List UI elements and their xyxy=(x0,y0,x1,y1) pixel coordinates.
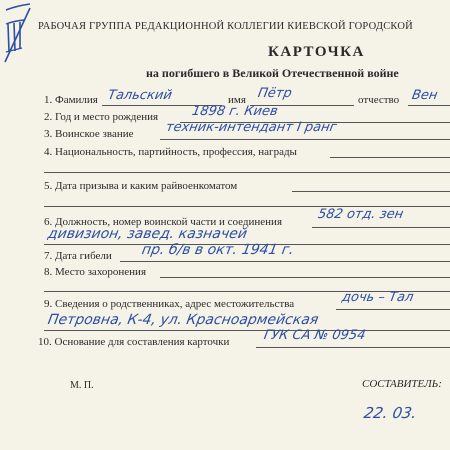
nationality-line xyxy=(330,157,450,158)
patronymic-line xyxy=(408,105,450,106)
patronymic-value: Вен xyxy=(410,88,439,103)
field-5-label: 5. Дата призыва и каким райвоенкоматом xyxy=(44,180,238,192)
field-7-label: 7. Дата гибели xyxy=(44,250,112,262)
unit-value: 582 отд. зен xyxy=(316,207,405,222)
birth-value: 1898 г. Киев xyxy=(190,104,279,119)
rank-line xyxy=(160,139,450,140)
group-header: РАБОЧАЯ ГРУППА РЕДАКЦИОННОЙ КОЛЛЕГИИ КИЕВСКОЙ ГОРОДСКОЙ xyxy=(38,21,413,32)
compile-date-value: 22. 03. xyxy=(362,404,419,422)
death-date-value: пр. б/в в окт. 1941 г. xyxy=(140,242,296,258)
field-10-label: 10. Основание для составления карточки xyxy=(38,336,230,348)
field-4-label: 4. Национальность, партийность, профессия, награды xyxy=(44,146,297,158)
rank-value: техник-интендант I ранг xyxy=(164,120,338,135)
basis-value: ГУК СА № 0954 xyxy=(262,328,367,343)
relatives-line xyxy=(336,309,450,310)
nationality-line-2 xyxy=(44,172,450,173)
field-6-label: 6. Должность, номер воинской части и соединения xyxy=(44,216,282,228)
field-3-label: 3. Воинское звание xyxy=(44,128,134,140)
death-date-line xyxy=(120,261,450,262)
draft-line xyxy=(292,191,450,192)
field-1-label: 1. Фамилия xyxy=(44,94,98,106)
corner-mark xyxy=(2,2,36,64)
card-subtitle: на погибшего в Великой Отечественной войне xyxy=(146,66,399,80)
name-label: имя xyxy=(228,94,246,106)
field-8-label: 8. Место захоронения xyxy=(44,266,146,278)
relatives-line-2 xyxy=(44,330,450,331)
basis-line xyxy=(256,347,450,348)
relatives-value-2: Петровна, К-4, ул. Красноармейская xyxy=(46,312,320,328)
stamp-place-label: М. П. xyxy=(70,380,94,391)
field-2-label: 2. Год и место рождения xyxy=(44,111,159,123)
surname-value: Тальский xyxy=(106,88,174,103)
field-9-label: 9. Сведения о родственниках, адрес местожительства xyxy=(44,298,295,310)
name-value: Пётр xyxy=(256,86,293,101)
relatives-value: дочь – Тал xyxy=(340,290,415,305)
unit-value-2: дивизион, завед. казначей xyxy=(46,226,249,242)
unit-line xyxy=(312,227,450,228)
patronymic-label: отчество xyxy=(358,94,400,106)
card-title: КАРТОЧКА xyxy=(268,44,365,60)
burial-line xyxy=(160,277,450,278)
compiler-label: СОСТАВИТЕЛЬ: xyxy=(362,378,442,390)
